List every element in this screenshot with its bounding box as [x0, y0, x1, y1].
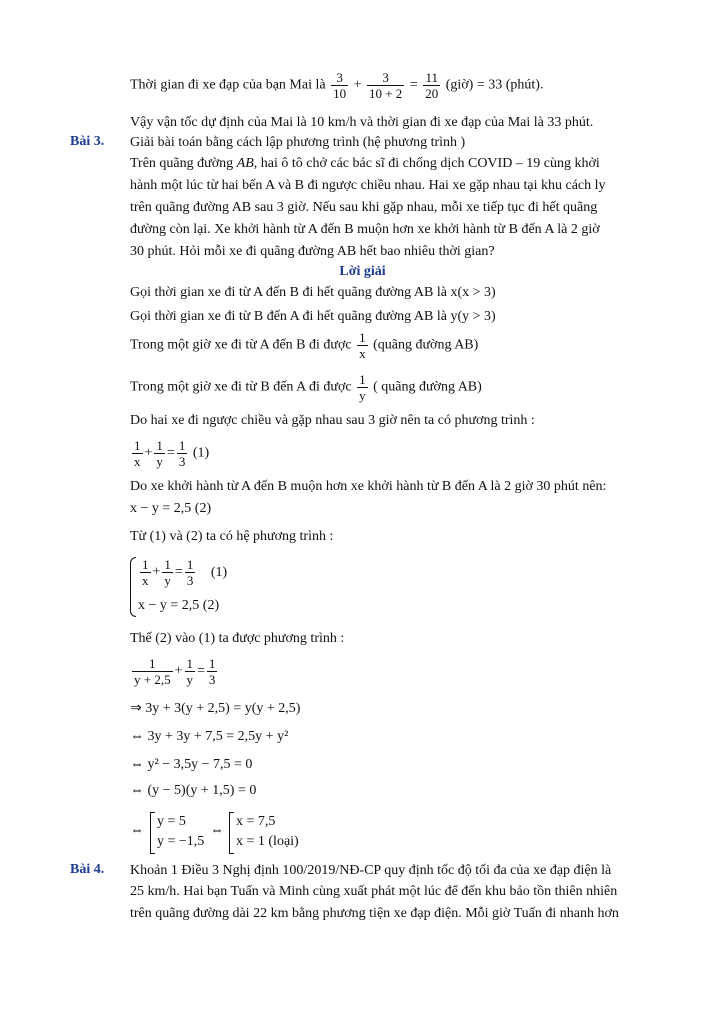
- intro-text-a: Thời gian đi xe đạp của bạn Mai là: [130, 77, 326, 93]
- fraction-1-x: $\frac{1}{x}$: [359, 330, 366, 361]
- fraction-3-10: $\frac{3}{10}$: [333, 70, 347, 101]
- solution-step-5: Do hai xe đi ngược chiều và gặp nhau sau 3 giờ nên ta có phương trình :: [130, 413, 535, 428]
- root-x-2: x = 1 (loại): [236, 834, 299, 849]
- equals-sign: =: [409, 77, 418, 93]
- bai3-paragraph-4: đường còn lại. Xe khởi hành từ A đến B muộn hơn xe khởi hành từ B đến A là 2 giờ: [130, 222, 600, 237]
- solution-step-2: Gọi thời gian xe đi từ B đến A đi hết quãng đường AB là y(y > 3): [130, 309, 496, 324]
- intro-text-b: (giờ) = 33 (phút).: [445, 77, 544, 93]
- equation-1: $\frac{1}{x}$ + $\frac{1}{y}$ = $\frac{1}{3}$ (1): [134, 438, 210, 469]
- final-arrow-2: ⇔: [210, 823, 224, 838]
- equation-6: ⇔ y² − 3,5y − 7,5 = 0: [130, 757, 253, 772]
- equation-4: ⇒ 3y + 3(y + 2,5) = y(y + 2,5): [130, 701, 301, 716]
- bai3-title: Giải bài toán bằng cách lập phương trình (hệ phương trình ): [130, 135, 466, 150]
- bai4-line-3: trên quãng đường dài 22 km bằng phương tiện xe đạp điện. Mỗi giờ Tuấn đi nhanh hơn: [130, 906, 619, 921]
- bai3-paragraph-1: Trên quãng đường AB, hai ô tô chở các bác sĩ đi chống dịch COVID – 19 cùng khởi: [130, 156, 600, 171]
- fraction-1-y: $\frac{1}{y}$: [359, 372, 366, 403]
- fraction-11-20: $\frac{11}{20}$: [425, 70, 439, 101]
- final-arrow-1: ⇔: [130, 823, 144, 838]
- bai4-line-2: 25 km/h. Hai bạn Tuấn và Minh cùng xuất phát một lúc để đến khu bảo tồn thiên nhiên: [130, 884, 618, 899]
- solution-step-8: Thế (2) vào (1) ta được phương trình :: [130, 631, 345, 646]
- system-brace: [130, 557, 136, 617]
- equation-3: $\frac{1}{y + 2,5}$ + $\frac{1}{y}$ = $\frac{1}{3}$: [134, 656, 216, 687]
- solution-heading: Lời giải: [339, 264, 386, 279]
- system-line-1: $\frac{1}{x}$ + $\frac{1}{y}$ = $\frac{1}{3}$ (1): [142, 557, 228, 588]
- bai3-paragraph-5: 30 phút. Hỏi mỗi xe đi quãng đường AB hết bao nhiêu thời gian?: [130, 244, 495, 259]
- equation-7: ⇔ (y − 5)(y + 1,5) = 0: [130, 783, 257, 798]
- solution-bracket-x: [229, 812, 234, 854]
- root-y-2: y = −1,5: [157, 834, 205, 849]
- bai4-line-1: Khoản 1 Điều 3 Nghị định 100/2019/NĐ-CP quy định tốc độ tối đa của xe đạp điện là: [130, 863, 612, 878]
- root-y-1: y = 5: [157, 814, 186, 829]
- bai3-paragraph-3: trên quãng đường AB sau 3 giờ. Nếu sau khi gặp nhau, mỗi xe tiếp tục đi hết quãng: [130, 200, 598, 215]
- system-line-2: x − y = 2,5 (2): [138, 598, 220, 613]
- solution-step-3: Trong một giờ xe đi từ A đến B đi được $\frac{1}{x}$ (quãng đường AB): [130, 330, 479, 361]
- bai3-label: Bài 3.: [70, 134, 105, 149]
- bai4-label: Bài 4.: [70, 862, 105, 877]
- solution-step-7: Từ (1) và (2) ta có hệ phương trình :: [130, 529, 334, 544]
- equation-2: x − y = 2,5 (2): [130, 501, 212, 516]
- plus-sign: +: [353, 77, 362, 93]
- root-x-1: x = 7,5: [236, 814, 276, 829]
- solution-step-6: Do xe khởi hành từ A đến B muộn hơn xe khởi hành từ B đến A là 2 giờ 30 phút nên:: [130, 479, 607, 494]
- bai3-paragraph-2: hành một lúc từ hai bến A và B đi ngược chiều nhau. Hai xe gặp nhau tại khu cách ly: [130, 178, 606, 193]
- equation-5: ⇔ 3y + 3y + 7,5 = 2,5y + y²: [130, 729, 289, 744]
- solution-step-4: Trong một giờ xe đi từ B đến A đi được $\frac{1}{y}$ ( quãng đường AB): [130, 372, 482, 403]
- solution-step-1: Gọi thời gian xe đi từ A đến B đi hết quãng đường AB là x(x > 3): [130, 285, 496, 300]
- intro-line-2: Vậy vận tốc dự định của Mai là 10 km/h và thời gian đi xe đạp của Mai là 33 phút.: [130, 115, 594, 130]
- solution-bracket-y: [150, 812, 155, 854]
- intro-line-1: [130, 70, 543, 101]
- fraction-3-12: $\frac{3}{10 + 2}$: [368, 70, 403, 101]
